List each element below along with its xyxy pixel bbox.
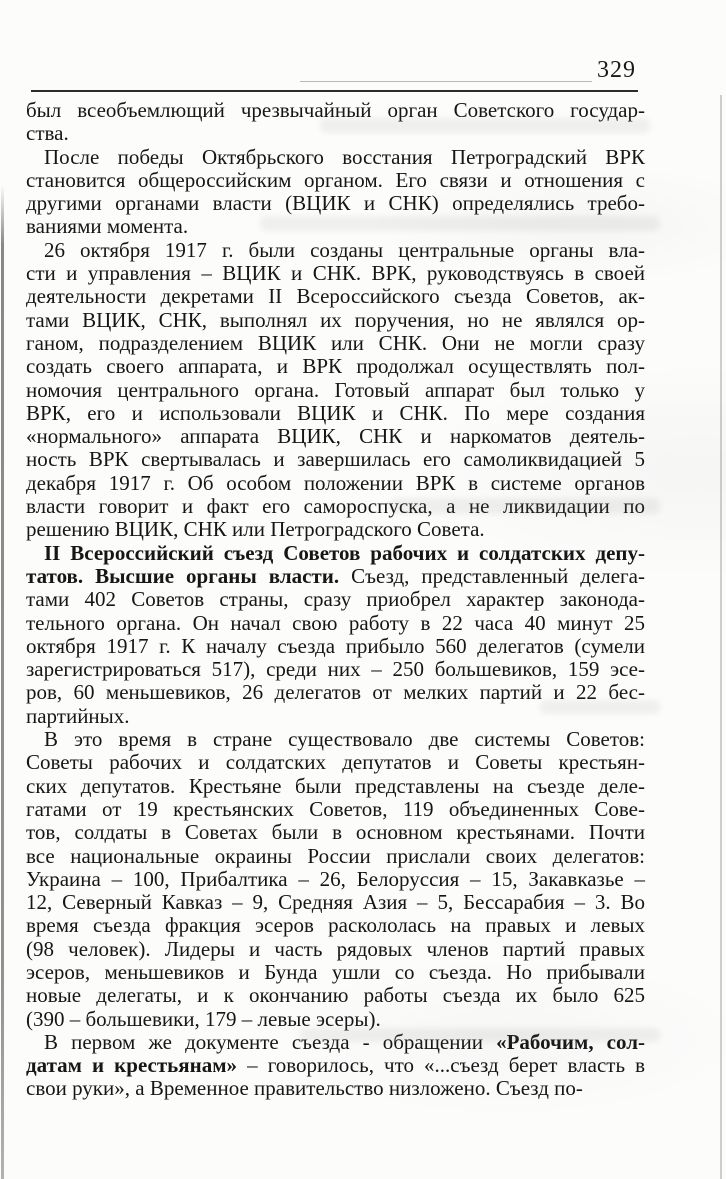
text-segment: зарегистрироваться 517), среди них – 250 большевиков, 159 эсе- (26, 657, 645, 682)
text-line (26, 728, 645, 751)
text-segment: «нормального» аппарата ВЦИК, СНК и наркоматов деятель- (26, 424, 645, 449)
text-line (26, 495, 645, 518)
text-line (26, 751, 645, 774)
text-line (26, 146, 645, 169)
text-line (26, 332, 645, 355)
text-line (26, 612, 645, 635)
bold-text-segment: татов. Высшие органы власти. (26, 563, 340, 588)
text-segment: другими органами власти (ВЦИК и СНК) определялись требо- (26, 191, 645, 216)
page-body (26, 99, 645, 1101)
text-segment: – говорилось, что «...съезд берет власть в (237, 1053, 646, 1078)
text-line (26, 285, 645, 308)
text-segment: (98 человек). Лидеры и часть рядовых членов партий правых (26, 936, 645, 961)
text-line (26, 938, 645, 961)
text-line (26, 379, 645, 402)
text-segment: все национальные окраины России прислали своих делегатов: (26, 843, 645, 868)
text-segment: В это время в стране существовало две системы Советов: (44, 727, 645, 752)
text-line (26, 658, 645, 681)
text-line (26, 215, 645, 238)
text-line (26, 798, 645, 821)
text-segment: (390 – большевики, 179 – левые эсеры). (26, 1006, 381, 1031)
bold-text-segment: II Всероссийский съезд Советов рабочих и солдатских депу- (44, 540, 645, 565)
text-line (26, 425, 645, 448)
text-line (26, 542, 645, 565)
text-segment: свои руки», а Временное правительство низложено. Съезд по- (26, 1076, 583, 1101)
text-line (26, 961, 645, 984)
text-line (26, 402, 645, 425)
text-segment: время съезда фракция эсеров раскололась на правых и левых (26, 913, 645, 938)
text-line (26, 122, 645, 145)
text-segment: власти говорит и факт его самороспуска, а не ликвидации по (26, 494, 645, 519)
text-segment: новые делегаты, и к окончанию работы съезда их было 625 (26, 983, 645, 1008)
text-line (26, 239, 645, 262)
text-segment: ров, 60 меньшевиков, 26 делегатов от мелких партий и 22 бес- (26, 680, 645, 705)
text-line (26, 472, 645, 495)
text-line (26, 635, 645, 658)
text-segment: В первом же документе съезда - обращении (44, 1029, 497, 1054)
text-line (26, 705, 645, 728)
page-right-edge-shadow (720, 95, 722, 1179)
bold-text-segment: датам и крестьянам» (26, 1053, 238, 1078)
text-line (26, 1054, 645, 1077)
text-segment: тами 402 Советов страны, сразу приобрел характер законода- (26, 587, 645, 612)
text-segment: ность ВРК свертывалась и завершилась его самоликвидацией 5 (26, 447, 645, 472)
text-segment: партийных. (26, 703, 130, 728)
text-line (26, 845, 645, 868)
bold-text-segment: «Рабочим, сол- (496, 1029, 645, 1054)
text-line (26, 891, 645, 914)
text-segment: сти и управления – ВЦИК и СНК. ВРК, руководствуясь в своей (26, 261, 645, 286)
text-line (26, 775, 645, 798)
text-segment: ских депутатов. Крестьяне были представлены на съезде деле- (26, 773, 645, 798)
text-segment: 26 октября 1917 г. были созданы центральные органы вла- (44, 237, 645, 262)
text-segment: тельного органа. Он начал свою работу в 22 часа 40 минут 25 (26, 610, 645, 635)
text-line (26, 565, 645, 588)
text-segment: ВРК, его и использовали ВЦИК и СНК. По мере создания (26, 400, 645, 425)
page-number: 329 (597, 57, 636, 83)
text-line (26, 262, 645, 285)
text-line (26, 821, 645, 844)
text-line (26, 914, 645, 937)
text-line (26, 681, 645, 704)
text-segment: Советы рабочих и солдатских депутатов и Советы крестьян- (26, 750, 645, 775)
text-line (26, 448, 645, 471)
text-segment: создать своего аппарата, и ВРК продолжал осуществлять пол- (26, 354, 645, 379)
header-rule (31, 90, 638, 92)
page-left-edge-shadow (1, 185, 4, 1179)
text-line (26, 588, 645, 611)
text-segment: ганом, подразделением ВЦИК или СНК. Они не могли сразу (26, 330, 645, 355)
text-line (26, 355, 645, 378)
text-segment: Съезд, представленный делега- (339, 563, 645, 588)
text-segment: гатами от 19 крестьянских Советов, 119 объединенных Сове- (26, 796, 645, 821)
header-rule-ghost-line (300, 81, 592, 82)
text-line (26, 1008, 645, 1031)
text-line (26, 984, 645, 1007)
text-line (26, 192, 645, 215)
text-segment: декабря 1917 г. Об особом положении ВРК в системе органов (26, 470, 645, 495)
text-line (26, 99, 645, 122)
text-segment: ваниями момента. (26, 214, 189, 239)
text-line (26, 868, 645, 891)
text-line (26, 1031, 645, 1054)
text-segment: октября 1917 г. К началу съезда прибыло 560 делегатов (сумели (26, 633, 645, 658)
text-line (26, 169, 645, 192)
text-segment: был всеобъемлющий чрезвычайный орган Советского государ- (26, 98, 645, 122)
text-segment: номочия центрального органа. Готовый аппарат был только у (26, 377, 645, 402)
text-segment: решению ВЦИК, СНК или Петроградского Совета. (26, 517, 485, 542)
text-segment: ства. (26, 121, 69, 146)
text-segment: тов, солдаты в Советах были в основном крестьянами. Почти (26, 820, 645, 845)
text-segment: После победы Октябрьского восстания Петроградский ВРК (44, 144, 645, 169)
text-line (26, 1077, 645, 1100)
text-segment: 12, Северный Кавказ – 9, Средняя Азия – 5, Бессарабия – 3. Во (26, 890, 645, 915)
text-segment: деятельности декретами II Всероссийского съезда Советов, ак- (26, 284, 645, 309)
text-segment: становится общероссийским органом. Его связи и отношения с (26, 167, 645, 192)
text-segment: эсеров, меньшевиков и Бунда ушли со съезда. Но прибывали (26, 959, 645, 984)
text-segment: Украина – 100, Прибалтика – 26, Белоруссия – 15, Закавказье – (26, 866, 645, 891)
text-segment: тами ВЦИК, СНК, выполнял их поручения, но не являлся ор- (26, 307, 645, 332)
text-line (26, 518, 645, 541)
text-line (26, 309, 645, 332)
